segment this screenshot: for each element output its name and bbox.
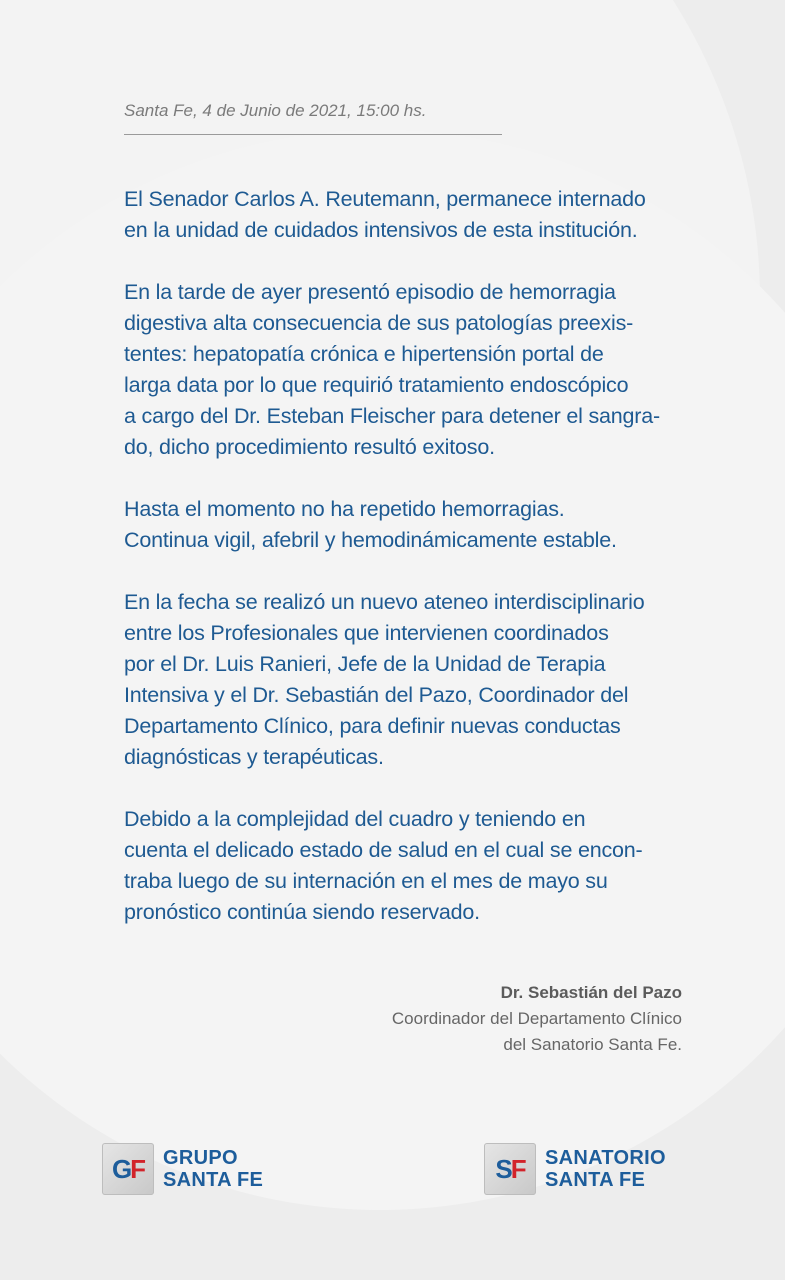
sanatorio-logo-line-2: SANTA FE: [545, 1169, 646, 1191]
grupo-logo-mark-icon: [102, 1143, 154, 1195]
paragraph-2: En la tarde de ayer presentó episodio de hemorragia digestiva alta consecuencia de sus patologías preexis- tentes: hepatopatía crónica e hipertensión portal de larga data por lo que requirió tratamiento endoscópico a cargo del Dr. Esteban Fleischer para detener el sangra- do, dicho procedimiento resultó exitoso.: [124, 280, 660, 459]
sanatorio-santa-fe-logo: [484, 1143, 666, 1195]
sanatorio-logo-mark-icon: [484, 1143, 536, 1195]
sanatorio-mark-letter-left: S: [495, 1153, 511, 1184]
sanatorio-logo-line-1: SANATORIO: [545, 1147, 666, 1169]
dateline-divider: [124, 134, 502, 135]
dateline: Santa Fe, 4 de Junio de 2021, 15:00 hs.: [124, 101, 427, 120]
signature-title-line-2: del Sanatorio Santa Fe.: [503, 1035, 682, 1054]
paragraph-1: El Senador Carlos A. Reutemann, permanece internado en la unidad de cuidados intensivos de esta institución.: [124, 187, 646, 242]
grupo-mark-letter-left: G: [111, 1153, 131, 1184]
paragraph-4: En la fecha se realizó un nuevo ateneo interdisciplinario entre los Profesionales que intervienen coordinados por el Dr. Luis Ranieri, Jefe de la Unidad de Terapia Intensiva y el Dr. Sebastián del Pazo, Coordinador del Departamento Clínico, para definir nuevas conductas diagnósticas y terapéuticas.: [124, 590, 645, 769]
grupo-mark-letter-right: F: [130, 1153, 145, 1184]
grupo-logo-line-1: GRUPO: [163, 1147, 238, 1169]
paragraph-5: Debido a la complejidad del cuadro y teniendo en cuenta el delicado estado de salud en el cual se encon- traba luego de su internación en el mes de mayo su pronóstico continúa siendo reservado.: [124, 807, 643, 924]
paragraph-3: Hasta el momento no ha repetido hemorragias. Continua vigil, afebril y hemodinámicamente estable.: [124, 497, 617, 552]
grupo-santa-fe-logo: [102, 1143, 263, 1195]
grupo-logo-text: [163, 1147, 263, 1191]
sanatorio-mark-letter-right: F: [510, 1153, 525, 1184]
sanatorio-logo-text: [545, 1147, 666, 1191]
signature-block: [392, 980, 682, 1058]
signature-name: Dr. Sebastián del Pazo: [500, 983, 682, 1002]
signature-title-line-1: Coordinador del Departamento Clínico: [391, 1009, 682, 1028]
grupo-logo-line-2: SANTA FE: [163, 1169, 264, 1191]
statement-body: [124, 184, 704, 959]
